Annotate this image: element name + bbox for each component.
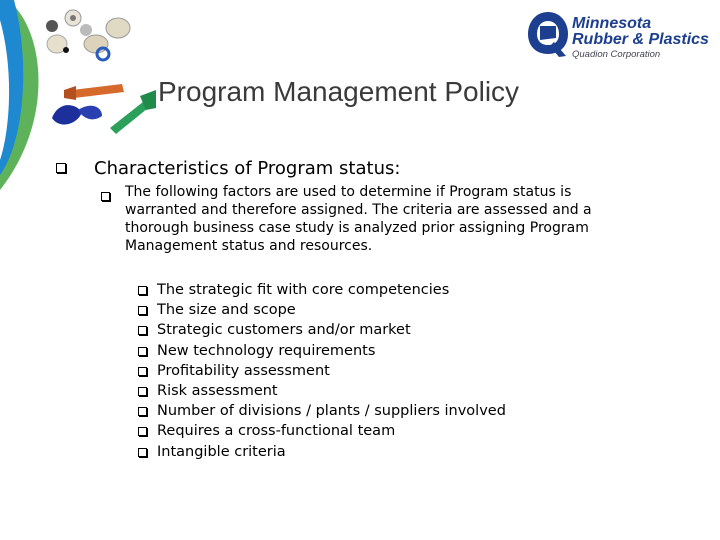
company-logo bbox=[524, 8, 716, 62]
square-bullet-icon bbox=[138, 347, 147, 356]
square-bullet-icon bbox=[138, 448, 147, 457]
square-bullet-icon bbox=[101, 186, 110, 205]
square-bullet-icon bbox=[56, 158, 66, 177]
square-bullet-icon bbox=[138, 326, 147, 335]
square-bullet-icon bbox=[138, 306, 147, 315]
description-paragraph: The following factors are used to determine if Program status is warranted and therefore assigned. The criteria are assessed and a thorough business case study is analyzed prior assigning Program Management status and resources. bbox=[125, 184, 592, 254]
logo-text-line1: Minnesota bbox=[572, 15, 652, 32]
square-bullet-icon bbox=[138, 286, 147, 295]
square-bullet-icon bbox=[138, 387, 147, 396]
logo-text-line3: Quadion Corporation bbox=[572, 49, 661, 60]
slide-title: Program Management Policy bbox=[158, 76, 520, 107]
square-bullet-icon bbox=[138, 407, 147, 416]
square-bullet-icon bbox=[138, 367, 147, 376]
logo-text-line2: Rubber & Plastics bbox=[572, 31, 709, 48]
logo-mark-icon bbox=[526, 10, 570, 58]
rubber-parts-image bbox=[40, 6, 160, 136]
section-heading: Characteristics of Program status: bbox=[94, 158, 401, 179]
square-bullet-icon bbox=[138, 427, 147, 436]
